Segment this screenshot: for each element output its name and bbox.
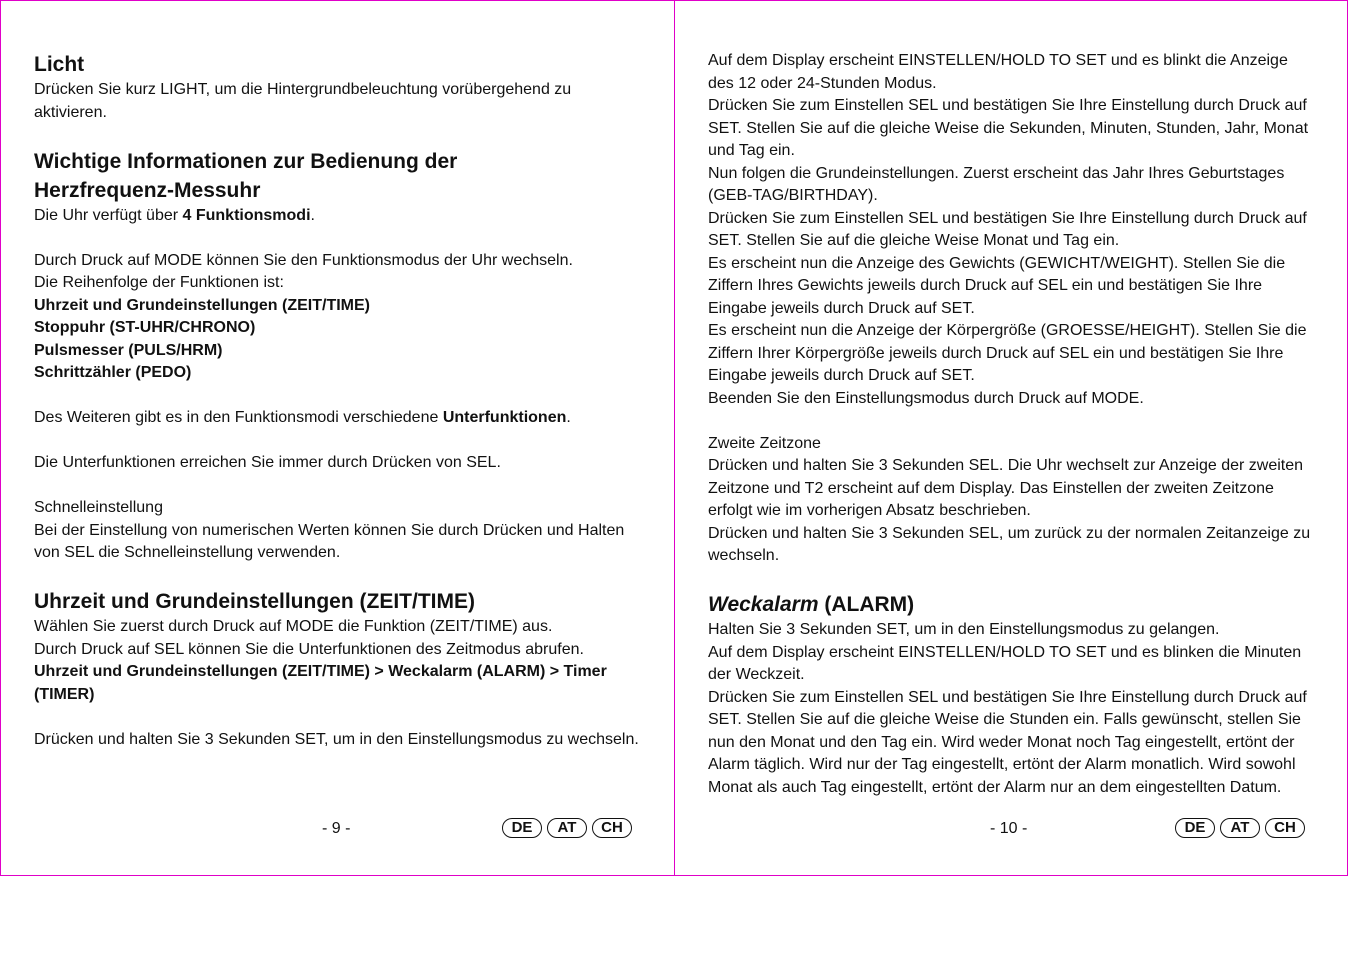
quick-text: Bei der Einstellung von numerischen Werten können Sie durch Drücken und Halten von SEL die Schnelleinstellung verwenden. [34, 521, 625, 561]
settings-p3: Nun folgen die Grundeinstellungen. Zuerst erscheint das Jahr Ihres Geburtstages (GEB-TAG/BIRTHDAY). [708, 164, 1285, 204]
alarm-text-2: Auf dem Display erscheint EINSTELLEN/HOLD TO SET und es blinken die Minuten der Weckzeit. [708, 643, 1302, 683]
function-item: Pulsmesser (PULS/HRM) [34, 341, 223, 359]
time-heading: Uhrzeit und Grundeinstellungen (ZEIT/TIME) [34, 590, 475, 613]
hold-set-text: Drücken und halten Sie 3 Sekunden SET, um in den Einstellungsmodus zu wechseln. [34, 730, 639, 748]
settings-p5: Es erscheint nun die Anzeige des Gewichts (GEWICHT/WEIGHT). Stellen Sie die Ziffern Ihres Gewichts jeweils durch Druck auf SEL ein und bestätigen Sie Ihre Eingabe jeweils durch Druck auf SET. [708, 254, 1286, 317]
alarm-text-1: Halten Sie 3 Sekunden SET, um in den Einstellungsmodus zu gelangen. [708, 621, 1220, 638]
left-page [34, 50, 644, 751]
alarm-heading: Weckalarm (ALARM) [708, 593, 915, 616]
timezone-heading: Zweite Zeitzone [708, 434, 821, 452]
right-page [708, 50, 1318, 799]
info-heading-line2: Herzfrequenz-Messuhr [34, 178, 261, 202]
timezone-text-2: Drücken und halten Sie 3 Sekunden SEL, um zurück zu der normalen Zeitanzeige zu wechseln. [708, 524, 1311, 564]
country-badges-right [1175, 818, 1305, 838]
badge-at: AT [547, 818, 587, 838]
time-path: Uhrzeit und Grundeinstellungen (ZEIT/TIME) > Weckalarm (ALARM) > Timer (TIMER) [34, 663, 607, 703]
settings-p6: Es erscheint nun die Anzeige der Körpergröße (GROESSE/HEIGHT). Stellen Sie die Ziffern Ihrer Körpergröße jeweils durch Druck auf SEL ein und bestätigen Sie Ihre Eingabe jeweils durch Druck auf SET. [708, 322, 1307, 384]
quick-heading: Schnelleinstellung [34, 499, 163, 516]
licht-text: Drücken Sie kurz LIGHT, um die Hintergrundbeleuchtung vorübergehend zu aktivieren. [34, 81, 572, 121]
subfunctions-reach: Die Unterfunktionen erreichen Sie immer durch Drücken von SEL. [34, 454, 501, 471]
subfunctions-text: Des Weiteren gibt es in den Funktionsmodi verschiedene Unterfunktionen. [34, 409, 571, 426]
licht-heading: Licht [34, 53, 85, 76]
settings-p7: Beenden Sie den Einstellungsmodus durch Druck auf MODE. [708, 389, 1144, 407]
time-text-2: Durch Druck auf SEL können Sie die Unterfunktionen des Zeitmodus abrufen. [34, 640, 584, 658]
badge-ch: CH [1265, 818, 1305, 838]
page-number-left: - 9 - [322, 820, 351, 837]
function-item: Stoppuhr (ST-UHR/CHRONO) [34, 319, 256, 336]
info-heading-line1: Wichtige Informationen zur Bedienung der [34, 149, 458, 173]
page-number-right: - 10 - [990, 820, 1028, 837]
badge-at: AT [1220, 818, 1260, 838]
modes-text: Die Uhr verfügt über 4 Funktionsmodi. [34, 206, 315, 224]
badge-de: DE [502, 818, 542, 838]
settings-p2: Drücken Sie zum Einstellen SEL und bestätigen Sie Ihre Einstellung durch Druck auf SET. Stellen Sie auf die gleiche Weise die Sekunden, Minuten, Stunden, Jahr, Monat und Tag ein. [708, 97, 1309, 159]
time-text-1: Wählen Sie zuerst durch Druck auf MODE die Funktion (ZEIT/TIME) aus. [34, 618, 553, 635]
alarm-text-3: Drücken Sie zum Einstellen SEL und bestätigen Sie Ihre Einstellung durch Druck auf SET. Stellen Sie auf die gleiche Weise die Stunden ein. Falls gewünscht, stellen Sie nun den Monat und den Tag ein. Wird weder Monat noch Tag eingestellt, ertönt der Alarm täglich. Wird nur der Tag eingestellt, ertönt der Alarm monatlich. Wird sowohl Monat als auch Tag eingestellt, ertönt der Alarm nur an dem eingestellten Datum. [708, 688, 1307, 796]
country-badges-left [502, 818, 632, 838]
order-intro: Die Reihenfolge der Funktionen ist: [34, 274, 284, 291]
page-divider [674, 0, 675, 876]
mode-change-text: Durch Druck auf MODE können Sie den Funktionsmodus der Uhr wechseln. [34, 251, 573, 269]
function-item: Schrittzähler (PEDO) [34, 364, 192, 381]
timezone-text-1: Drücken und halten Sie 3 Sekunden SEL. Die Uhr wechselt zur Anzeige der zweiten Zeitzone und T2 erscheint auf dem Display. Das Einstellen der zweiten Zeitzone erfolgt wie im vorherigen Absatz beschrieben. [708, 457, 1304, 519]
settings-p4: Drücken Sie zum Einstellen SEL und bestätigen Sie Ihre Einstellung durch Druck auf SET. Stellen Sie auf die gleiche Weise Monat und Tag ein. [708, 209, 1307, 249]
function-item: Uhrzeit und Grundeinstellungen (ZEIT/TIME) [34, 296, 370, 314]
badge-de: DE [1175, 818, 1215, 838]
badge-ch: CH [592, 818, 632, 838]
settings-p1: Auf dem Display erscheint EINSTELLEN/HOLD TO SET und es blinkt die Anzeige des 12 oder 24-Stunden Modus. [708, 52, 1288, 92]
